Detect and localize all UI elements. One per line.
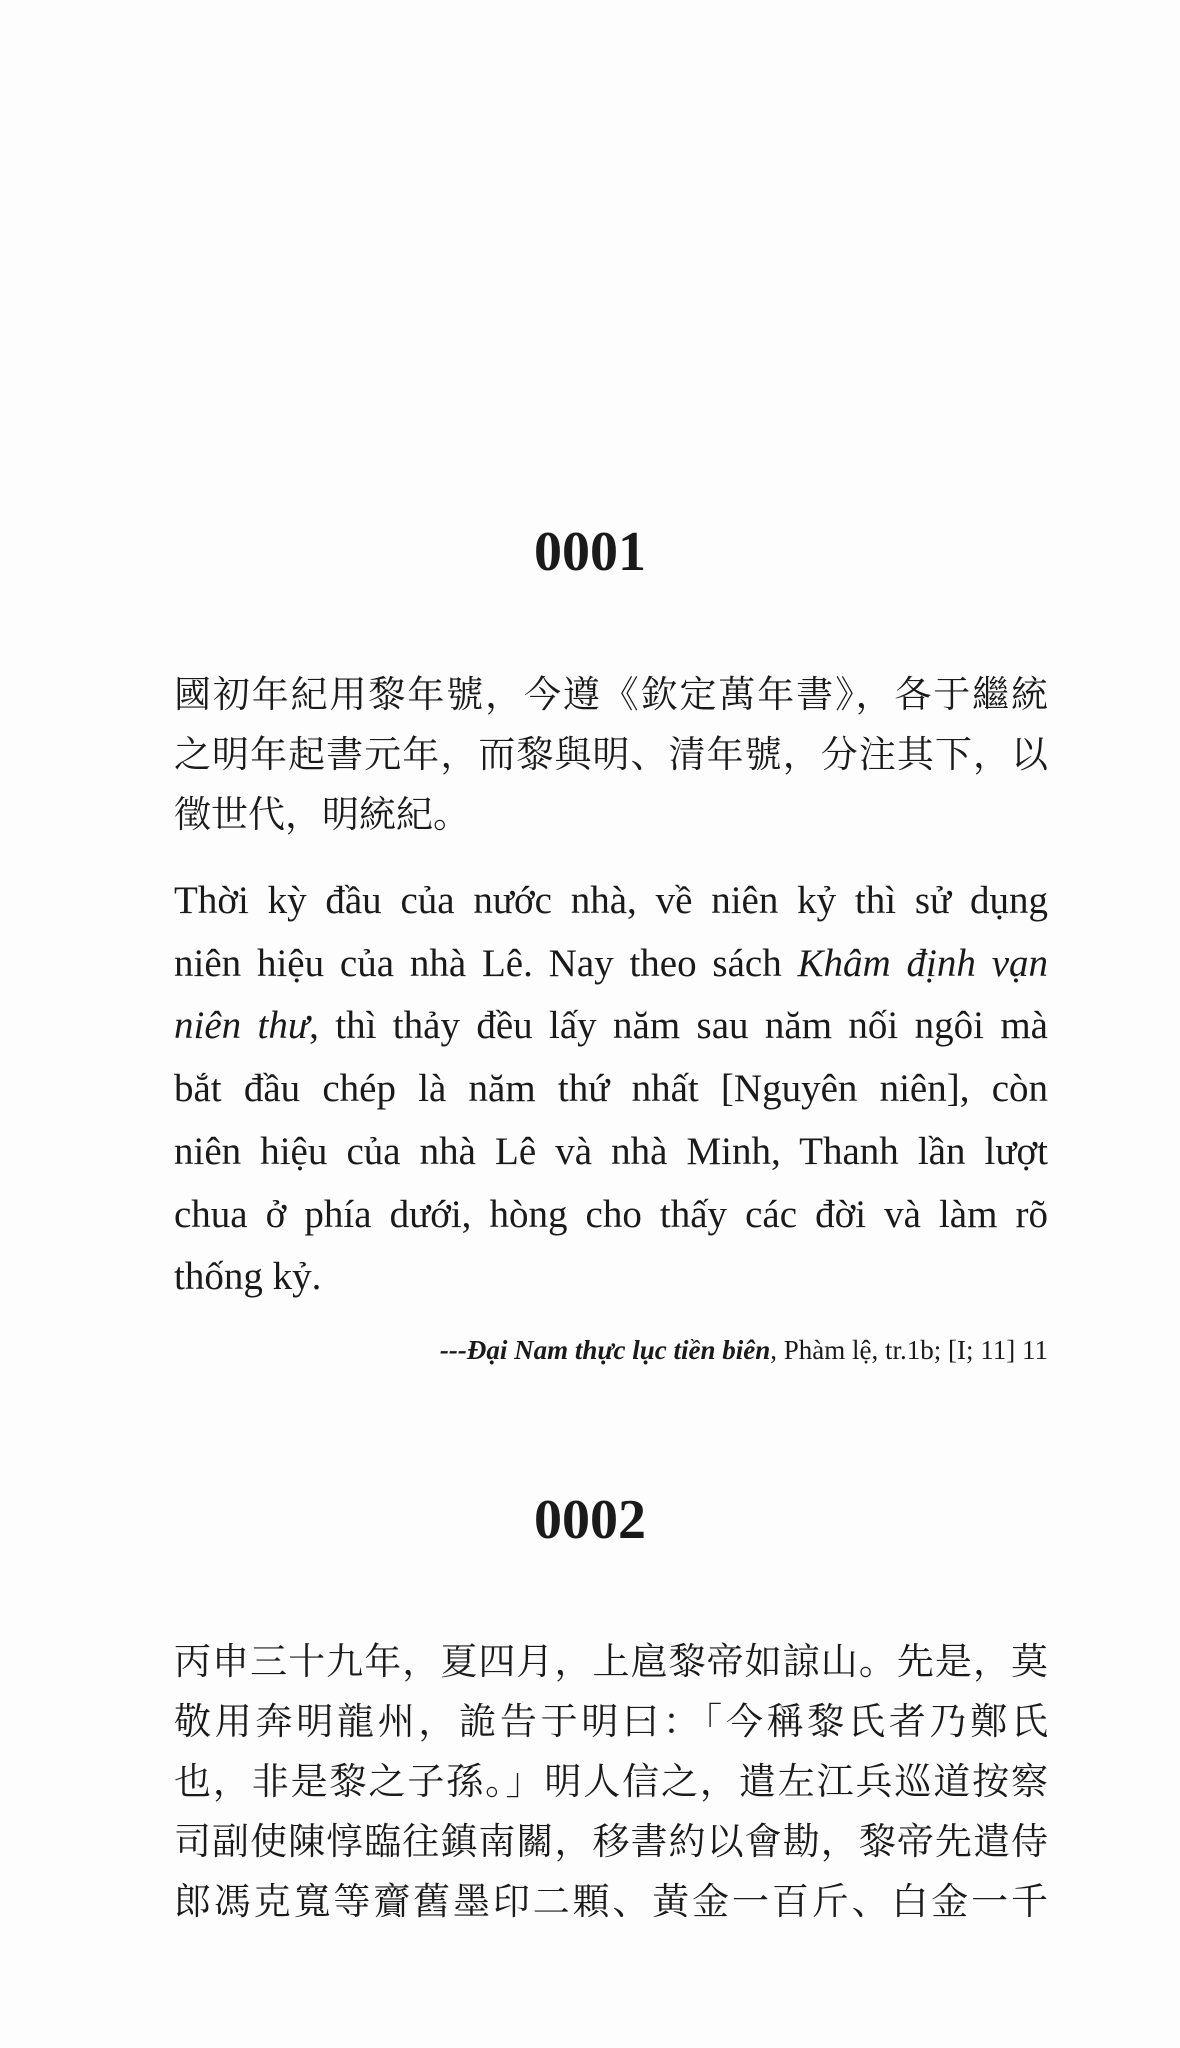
vietnamese-translation (174, 870, 1048, 1309)
text-line: 丙申三十九年，夏四月，上扈黎帝如諒山。先是，莫 (174, 1640, 1048, 1683)
text-span: , thì thảy đều lấy năm sau năm nối ngôi mà (309, 1004, 1048, 1048)
chinese-original-text (174, 1632, 1048, 1932)
citation-dash: --- (439, 1335, 467, 1365)
text-line: 國初年紀用黎年號，今遵《欽定萬年書》，各于繼統 (174, 673, 1048, 716)
book-title: niên thư (174, 1004, 310, 1048)
text-line: 之明年起書元年，而黎與明、清年號，分注其下，以 (174, 733, 1048, 776)
citation-reference: , Phàm lệ, tr.1b; [I; 11] 11 (770, 1335, 1048, 1365)
citation-title: Đại Nam thực lục tiền biên (466, 1335, 771, 1365)
source-citation (440, 1335, 1048, 1366)
text-line: 敬用奔明龍州，詭告于明曰：「今稱黎氏者乃鄭氏 (174, 1700, 1048, 1743)
text-line: 徵世代，明統紀。 (174, 793, 470, 836)
entry-number: 0002 (534, 1489, 646, 1551)
text-line: Thời kỳ đầu của nước nhà, về niên kỷ thì sử dụng (174, 879, 1048, 922)
text-line (174, 995, 1048, 1058)
text-span: niên hiệu của nhà Lê. Nay theo sách (174, 941, 798, 985)
text-line: niên hiệu của nhà Lê và nhà Minh, Thanh lần lượt (174, 1129, 1048, 1173)
text-line (174, 933, 1048, 996)
text-line: chua ở phía dưới, hòng cho thấy các đời và làm rõ (174, 1192, 1048, 1236)
entry-number: 0001 (534, 521, 646, 583)
text-line: 也，非是黎之子孫。」明人信之，遣左江兵巡道按察 (174, 1760, 1048, 1803)
text-line: 司副使陳惇臨往鎮南關，移書約以會勘，黎帝先遣侍 (174, 1820, 1048, 1863)
text-line: 郎馮克寬等齎舊墨印二顆、黃金一百斤、白金一千 (174, 1880, 1048, 1923)
text-line: thống kỷ. (174, 1255, 322, 1299)
text-line: bắt đầu chép là năm thứ nhất [Nguyên niên], còn (174, 1067, 1048, 1111)
chinese-original-text (174, 665, 1048, 845)
book-title: Khâm định vạn (797, 941, 1048, 985)
